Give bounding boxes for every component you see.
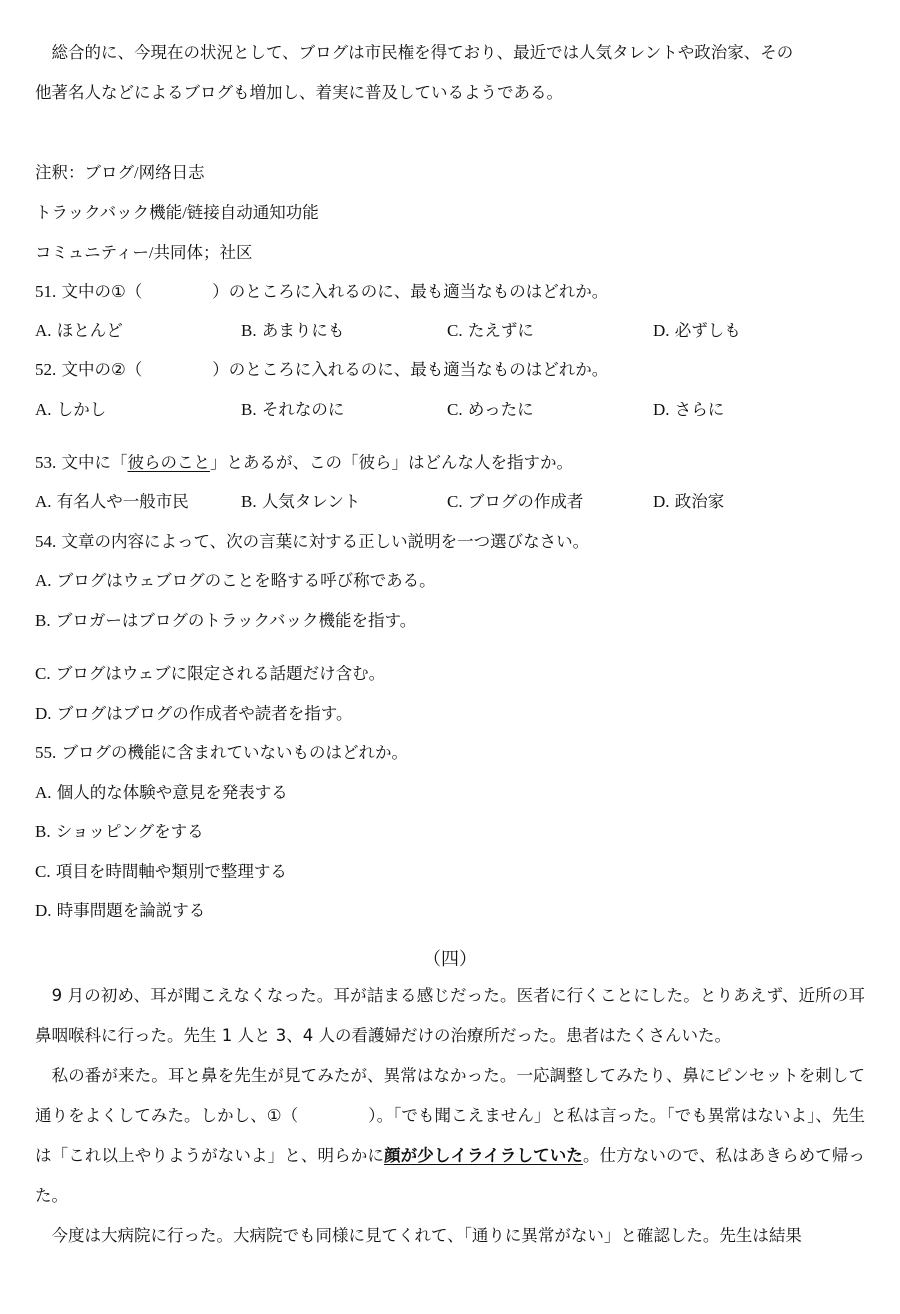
note-blog-cn: /网络日志 [134, 163, 205, 182]
q54-option-d [35, 703, 352, 725]
q52-option-b [241, 399, 344, 421]
option-letter: D. [653, 321, 670, 340]
question-52 [35, 359, 608, 381]
question-51 [35, 281, 608, 303]
option-text: ブログの作成者 [467, 492, 584, 511]
question-number: 54. [35, 532, 57, 551]
option-letter: A. [35, 492, 52, 511]
option-letter: B. [35, 822, 51, 841]
q52-option-d [653, 399, 724, 421]
option-letter: A. [35, 400, 52, 419]
note-community-jp: コミュニティー [35, 243, 149, 262]
q51-option-b [241, 320, 344, 342]
question-text-b: ）のところに入れるのに、最も適当なものはどれか。 [212, 282, 609, 301]
question-number: 51. [35, 282, 57, 301]
q51-option-c [447, 320, 534, 342]
q55-option-b [35, 821, 204, 843]
option-text: ショッピングをする [55, 822, 204, 841]
option-letter: A. [35, 783, 52, 802]
option-text: ブログはウェブログのことを略する呼び称である。 [56, 571, 436, 590]
option-letter: D. [35, 901, 52, 920]
q51-option-a [35, 320, 123, 342]
option-text: 項目を時間軸や類別で整理する [55, 862, 287, 881]
q53-option-d [653, 491, 724, 513]
option-letter: B. [241, 492, 257, 511]
option-text: ブログはウェブに限定される話題だけ含む。 [55, 664, 386, 683]
q55-option-d [35, 900, 205, 922]
underlined-phrase: 彼らのこと [127, 453, 210, 472]
option-text: それなのに [261, 400, 345, 419]
option-letter: C. [447, 321, 463, 340]
underlined-phrase: 顔が少しイライラしていた [384, 1146, 583, 1165]
q54-option-c [35, 663, 385, 685]
option-letter: B. [35, 611, 51, 630]
q53-option-a [35, 491, 189, 513]
question-text-a: 文中に「 [61, 453, 128, 472]
note-trackback-jp: トラックバック機能 [35, 203, 183, 222]
option-letter: A. [35, 571, 52, 590]
question-55 [35, 742, 408, 764]
q55-option-a [35, 782, 288, 804]
question-text-a: 文中の①（ [61, 282, 143, 301]
question-53 [35, 452, 573, 474]
option-text: 政治家 [674, 492, 725, 511]
question-text: ブログの機能に含まれていないものはどれか。 [61, 743, 408, 762]
section4-paragraph-3: 今度は大病院に行った。大病院でも同様に見てくれて、「通りに異常がない」と確認した。先生は結果 [35, 1226, 802, 1245]
option-letter: C. [447, 492, 463, 511]
option-text: 個人的な体験や意見を発表する [56, 783, 288, 802]
q55-option-c [35, 861, 287, 883]
option-letter: C. [447, 400, 463, 419]
paragraph-text-c: 。仕方ないので、私はあきらめて帰った。 [35, 1146, 866, 1205]
q53-option-c [447, 491, 583, 513]
note-trackback [35, 202, 319, 224]
option-text: しかし [56, 400, 107, 419]
option-text: 必ずしも [674, 321, 741, 340]
question-text: 文章の内容によって、次の言葉に対する正しい説明を一つ選びなさい。 [61, 532, 590, 551]
q53-option-b [241, 491, 360, 513]
option-text: 有名人や一般市民 [56, 492, 189, 511]
section4-paragraph-2 [35, 1056, 865, 1216]
option-letter: D. [35, 704, 52, 723]
option-letter: D. [653, 492, 670, 511]
section-heading: （四） [423, 949, 477, 969]
intro-line-1: 総合的に、今現在の状況として、ブログは市民権を得ており、最近では人気タレントや政治家、その [35, 43, 794, 62]
option-letter: C. [35, 664, 51, 683]
paragraph-text-a: 私の番が来た。耳と鼻を先生が見てみたが、異常はなかった。一応調整してみたり、鼻にピンセットを刺して通りをよくしてみた。しかし、①（ [35, 1066, 865, 1125]
section4-paragraph-1: 9 月の初め、耳が聞こえなくなった。耳が詰まる感じだった。医者に行くことにした。とりあえず、近所の耳鼻咽喉科に行った。先生 1 人と 3、4 人の看護婦だけの治療所だった。患者はたくさんいた。 [35, 986, 865, 1045]
q54-option-b [35, 610, 416, 632]
option-letter: D. [653, 400, 670, 419]
option-text: さらに [674, 400, 725, 419]
note-community-cn: /共同体；社区 [148, 243, 253, 262]
option-text: 人気タレント [261, 492, 361, 511]
option-letter: A. [35, 321, 52, 340]
option-text: たえずに [467, 321, 534, 340]
option-text: あまりにも [261, 321, 345, 340]
q54-option-a [35, 570, 436, 592]
q52-option-c [447, 399, 534, 421]
note-blog [35, 162, 205, 184]
option-text: 時事問題を論説する [56, 901, 206, 920]
option-text: めったに [467, 400, 534, 419]
question-text-b: 」とあるが、この「彼ら」はどんな人を指すか。 [210, 453, 573, 472]
question-number: 52. [35, 360, 57, 379]
option-text: ブロガーはブログのトラックバック機能を指す。 [55, 611, 417, 630]
question-text-a: 文中の②（ [61, 360, 143, 379]
option-letter: B. [241, 400, 257, 419]
option-letter: B. [241, 321, 257, 340]
question-number: 53. [35, 453, 57, 472]
q51-option-d [653, 320, 741, 342]
note-community [35, 242, 252, 264]
intro-line-2: 他著名人などによるブログも増加し、着実に普及しているようである。 [35, 83, 563, 102]
option-text: ブログはブログの作成者や読者を指す。 [56, 704, 353, 723]
note-trackback-cn: /链接自动通知功能 [182, 203, 319, 222]
question-text-b: ）のところに入れるのに、最も適当なものはどれか。 [212, 360, 609, 379]
option-letter: C. [35, 862, 51, 881]
paragraph-text-b: ）。「でも聞こえません」と私は言った。「でも異常はないよ」、先生は「これ以上やりようがないよ」と、明らかに [35, 1106, 866, 1165]
question-54 [35, 531, 589, 553]
option-text: ほとんど [56, 321, 123, 340]
note-blog-jp: 注釈：ブログ [35, 163, 134, 182]
question-number: 55. [35, 743, 57, 762]
q52-option-a [35, 399, 106, 421]
